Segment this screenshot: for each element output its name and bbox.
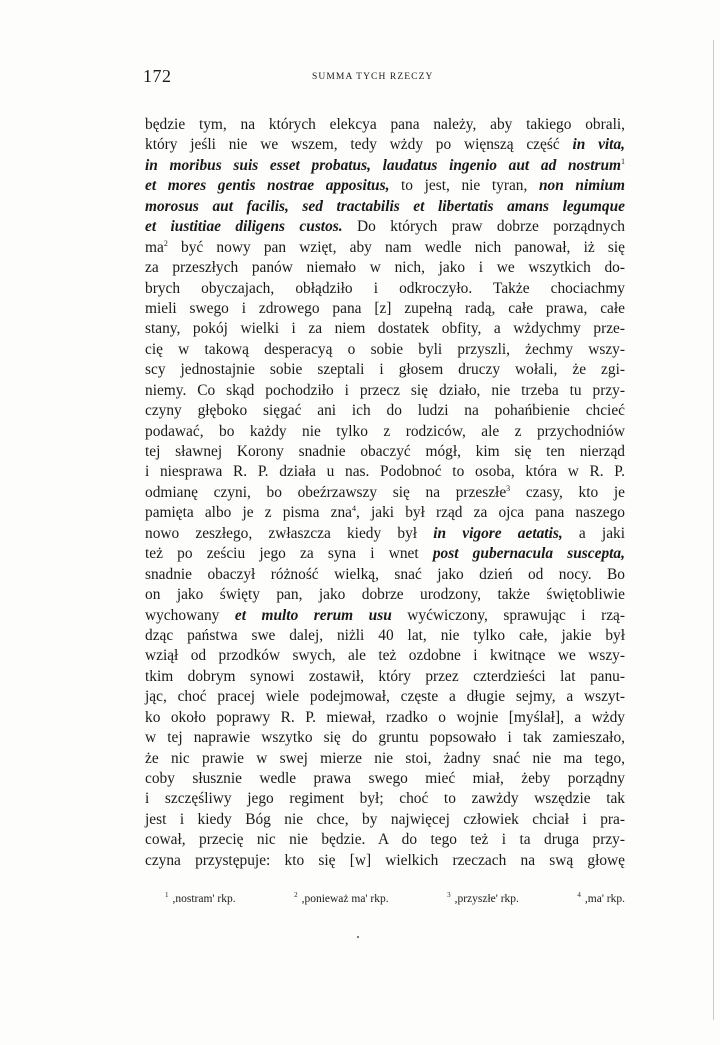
text-run: być nowy pan wzięt, aby nam wedle nich panował, iż się [167,238,625,256]
text-line [145,585,625,605]
text-run: czyna przystępuje: kto się [w] wielkich rzeczach na swą głowę [145,851,625,869]
footnotes [165,893,625,905]
text-line [145,851,625,871]
footnote-mark: 4 [577,891,581,899]
page-edge-divider [713,40,714,1020]
text-line [145,769,625,789]
footnote-ref: 2 [163,238,168,248]
latin-phrase: et iustitiae diligens custos. [145,218,343,236]
text-line [145,708,625,728]
text-run: i niesprawa R. P. działa u nas. Podobnoć to osoba, która w R. P. [145,463,625,481]
text-line [145,442,625,462]
footnote-text: ,ma' rkp. [584,893,625,905]
paper-speck [357,936,359,938]
text-run: będzie tym, na których elekcya pana należy, aby takiego obrali, [145,116,625,133]
text-run: podawać, bo każdy nie tylko z rodziców, ale z przychodniów [145,422,625,440]
text-run: stany, pokój wielki i za niem dostatek obfity, a wżdychmy prze- [145,320,625,338]
footnote [165,893,236,905]
text-line [145,422,625,442]
text-run: cował, przecię nic nie będzie. A do tego też i ta druga przy- [145,831,625,849]
text-run: czasy, kto je [510,483,625,501]
text-line [145,830,625,850]
text-line [145,606,625,626]
text-line [145,279,625,299]
text-run: Do których praw dobrze porządnych [342,218,625,236]
latin-phrase: et multo rerum usu [234,606,392,624]
text-run: brych obyczajach, obłądziło i odkroczyło. Także chociachmy [145,279,625,297]
text-line [145,381,625,401]
text-line [145,524,625,544]
latin-phrase: morosus aut facilis, sed tractabilis et libertatis amans legumque [145,197,625,215]
text-line [145,135,625,155]
text-run: to jest, nie tyran, [389,177,539,195]
text-line [145,258,625,278]
text-run: wziął od przodków swych, ale też ozdobne i kwitnące we wszy- [145,647,625,665]
text-line [145,503,625,523]
latin-phrase: in vita, [572,136,626,154]
text-line [145,810,625,830]
text-run: za przeszłych panów niemało w nich, jako i we wszytkich do- [145,259,625,277]
text-run: mieli swego i zdrowego pana [z] zupełną radą, całe prawa, całe [145,299,625,317]
running-head: SUMMA TYCH RZECZY [312,72,434,82]
text-run: odmianę czyni, bo obeźrzawszy się na przeszłe [145,483,507,501]
text-line [145,462,625,482]
text-line [145,667,625,687]
text-run: który jeśli nie we wszem, tedy wżdy po więnszą część [145,136,573,154]
text-line [145,340,625,360]
text-line [145,565,625,585]
text-line [145,299,625,319]
text-line [145,115,625,135]
text-run: czyny głęboko sięgać ani ich do ludzi na pohańbienie chcieć [145,402,625,420]
text-line [145,401,625,421]
text-line [145,646,625,666]
footnote [294,893,389,905]
text-run: też po ześciu jego za syna i wnet [145,545,433,563]
text-run: a jaki [562,524,625,542]
latin-phrase: in moribus suis esset probatus, laudatus ingenio aut ad nostrum [145,156,621,174]
text-line [145,238,625,258]
footnote-ref: 1 [621,156,625,166]
latin-phrase: et mores gentis nostrae appositus, [145,177,390,195]
footnote-mark: 1 [165,891,169,899]
footnote [577,893,625,905]
text-line [145,156,625,176]
footnote-mark: 2 [294,891,298,899]
footnote [447,893,519,905]
text-run: w tej naprawie wszytko się do gruntu popsowało i tak zamieszało, [145,729,625,747]
body-text [145,115,625,871]
text-run: jąc, choć pracej wiele podejmował, częste a długie sejmy, a wszyt- [145,688,625,706]
text-run: niemy. Co skąd pochodziło i przecz się działo, nie trzeba tu przy- [145,381,625,399]
text-line [145,483,625,503]
text-run: ma [145,238,164,256]
text-line [145,544,625,564]
text-run: ko około poprawy R. P. miewał, rzadko o wojnie [myślał], a wżdy [145,708,625,726]
footnote-ref: 3 [506,483,511,493]
text-run: dząc państwa swe dalej, niżli 40 lat, nie tylko całe, jakie był [145,626,625,644]
text-line [145,728,625,748]
text-line [145,687,625,707]
footnote-text: ,ponieważ ma' rkp. [301,893,389,905]
text-run: scy jednostajnie sobie szeptali i głosem druczy wołali, że zgi- [145,361,625,379]
latin-phrase: post gubernacula suscepta, [432,545,625,563]
text-line [145,217,625,237]
text-run: snadnie obaczył różność wielką, snać jako dzień od nocy. Bo [145,565,625,583]
text-line [145,197,625,217]
text-line [145,319,625,339]
page-number: 172 [143,66,172,86]
text-run: i szczęśliwy jego regiment był; choć to zawżdy wszędzie tak [145,790,625,808]
text-run: cię w takową desperacyą o sobie byli przyszli, żechmy wszy- [145,340,625,358]
text-run: , jaki był rząd za ojca pana naszego [356,504,625,522]
text-run: tej sławnej Korony snadnie obaczyć mógł, kim się ten nierząd [145,443,625,460]
text-run: wyćwiczony, sprawując i rzą- [391,606,625,624]
text-run: nowo zeszłego, zwłaszcza kiedy był [145,524,434,542]
text-run: coby słusznie wedle prawa swego mieć miał, żeby porządny [145,770,625,787]
latin-phrase: in vigore aetatis, [433,524,563,542]
footnote-ref: 4 [352,504,356,514]
text-line [145,749,625,769]
footnote-text: ,nostram' rkp. [172,893,236,905]
footnote-text: ,przyszłe' rkp. [454,893,519,905]
text-line [145,360,625,380]
footnote-mark: 3 [447,891,451,899]
text-run: pamięta albo je z pisma zna [145,504,352,522]
text-run: że nic prawie w swej mierze nie stoi, żadny snać nie ma tego, [145,749,625,767]
text-run: on jako święty pan, jako dobrze urodzony, także świętobliwie [145,586,625,604]
text-line [145,626,625,646]
text-run: jest i kiedy Bóg nie chce, by najwięcej człowiek chciał i pra- [145,810,625,828]
text-run: tkim dobrym synowi zostawił, który przez czterdzieści lat panu- [145,667,625,685]
text-line [145,176,625,196]
latin-phrase: non nimium [538,177,625,195]
text-line [145,789,625,809]
text-run: wychowany [145,606,235,624]
